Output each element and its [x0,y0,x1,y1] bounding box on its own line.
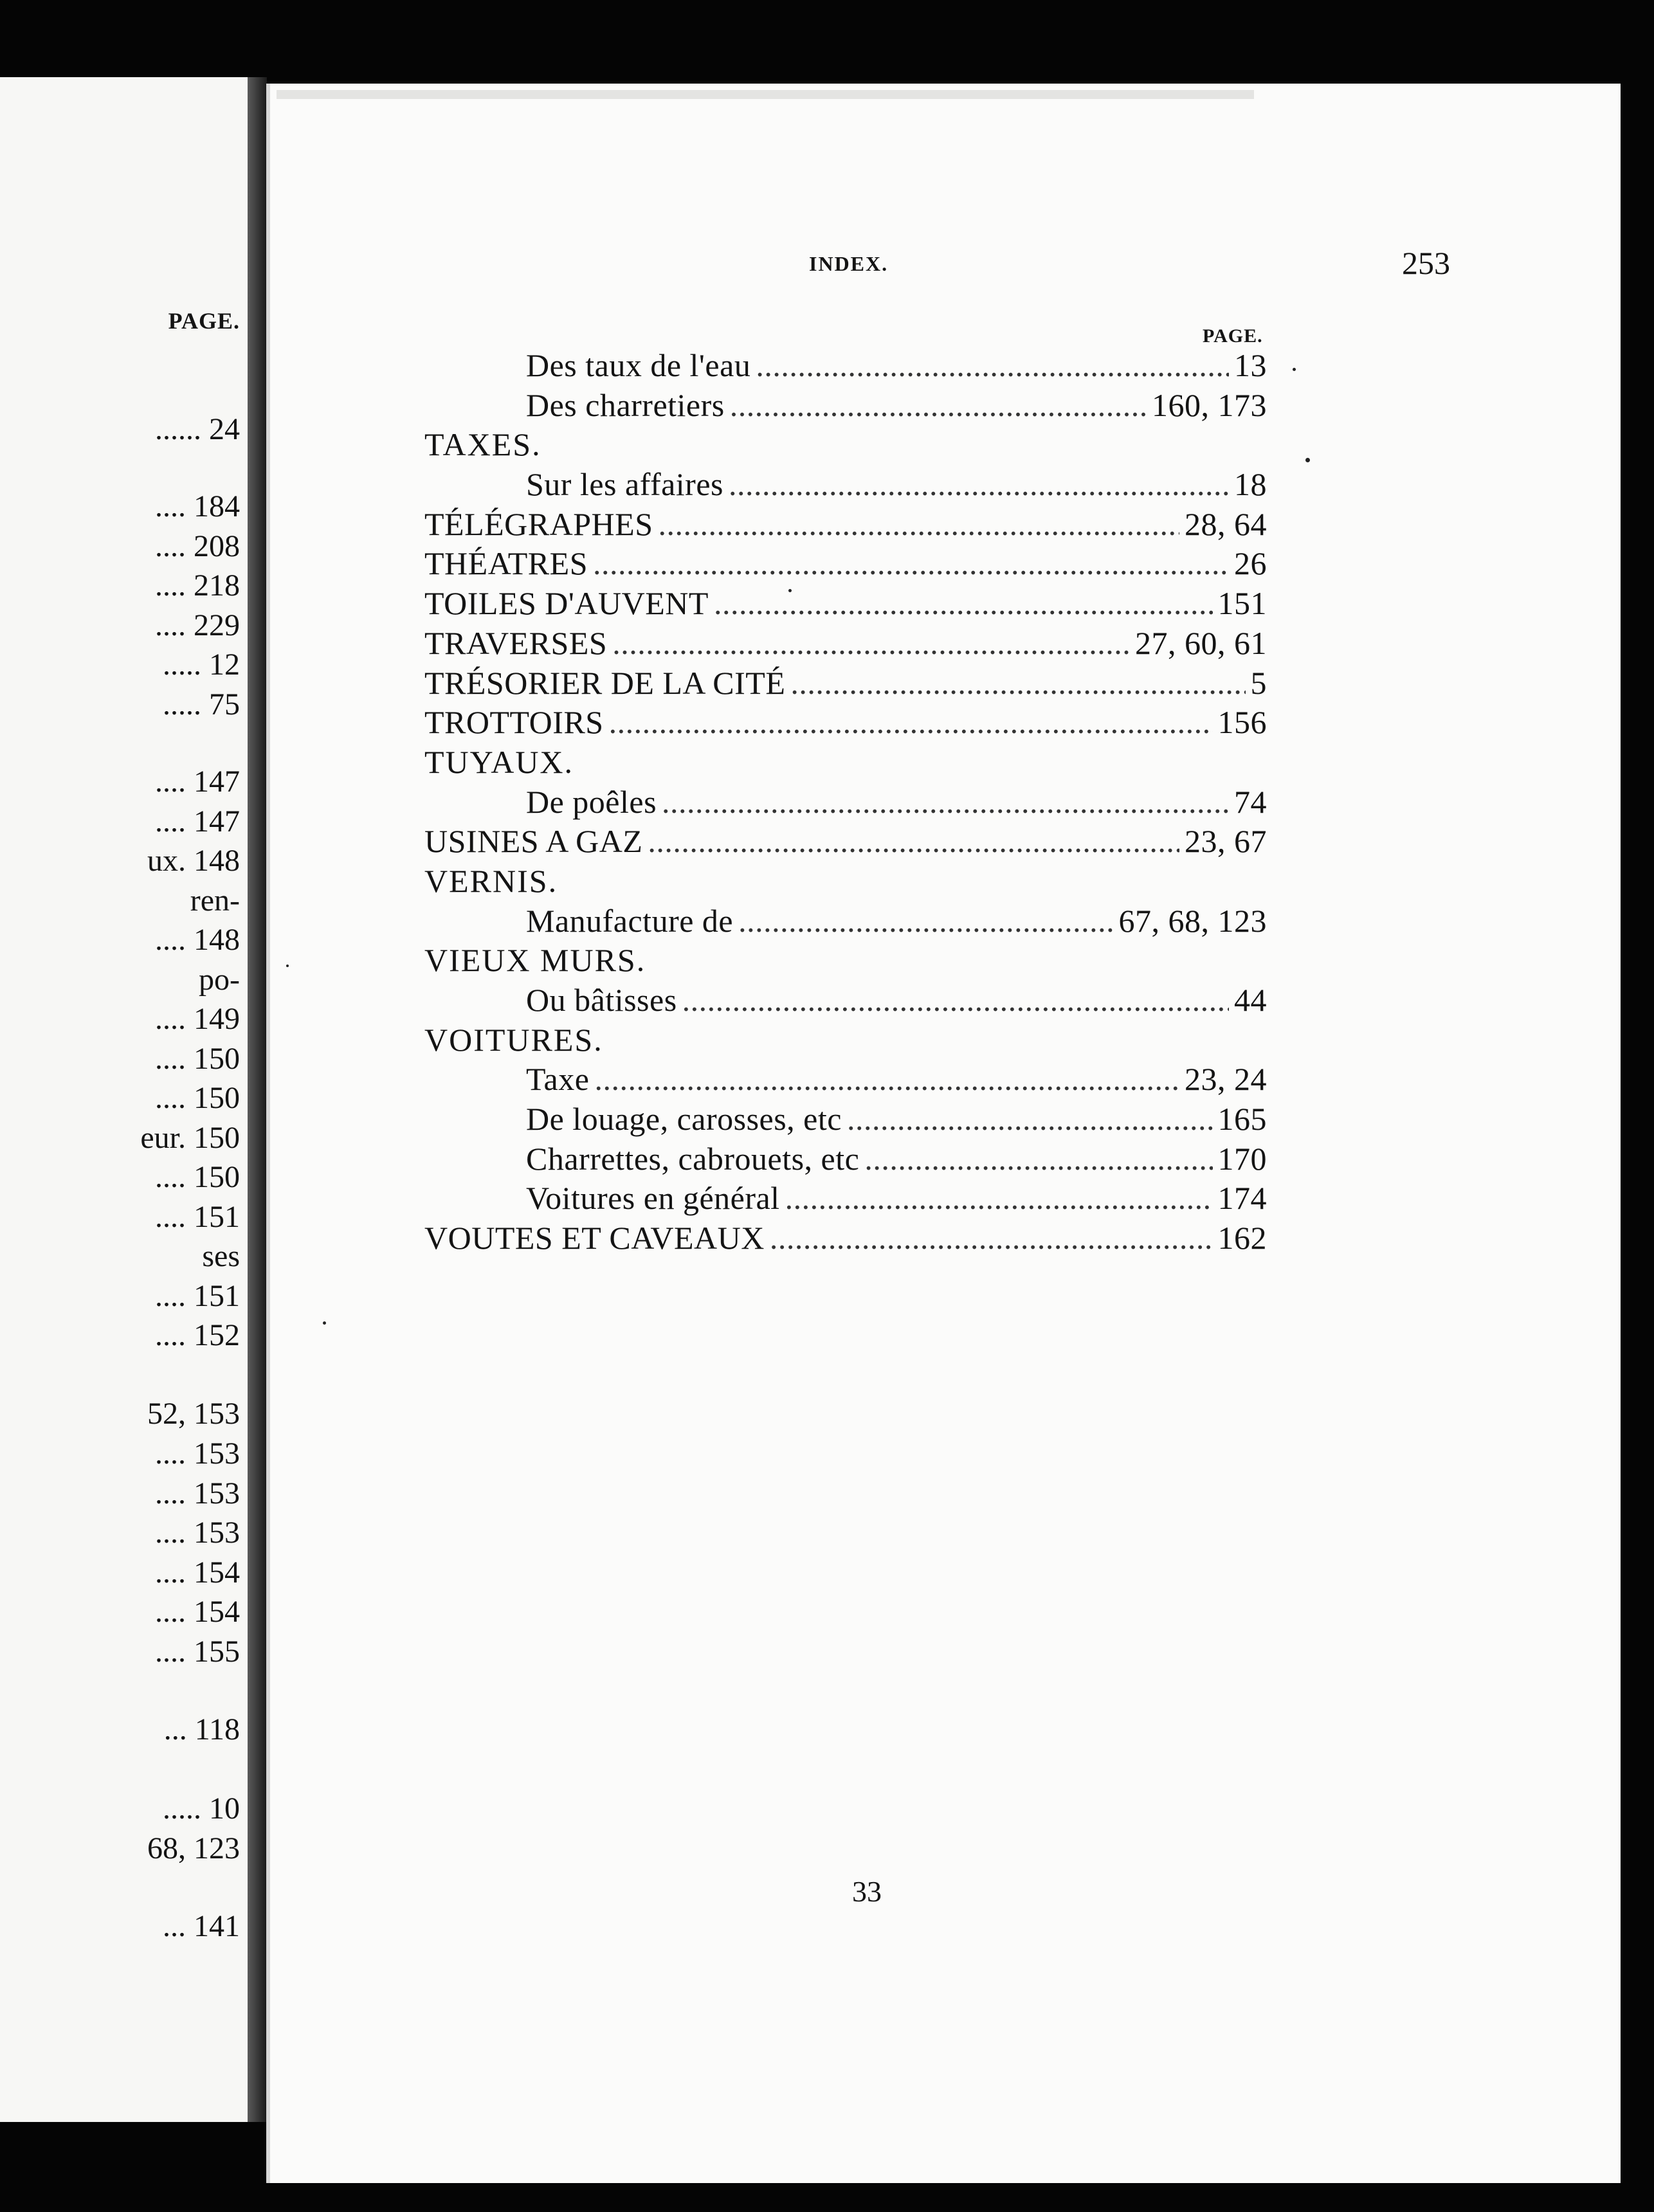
left-page-row: 68, 123 [147,1831,240,1865]
index-subentry [424,1060,1267,1100]
index-entry [424,584,1267,624]
dot-leader [612,624,1130,664]
left-page-row: .... 153 [155,1476,240,1510]
entry-term: Des charretiers [526,386,725,423]
index-entry [424,1219,1267,1258]
index-list [424,346,1267,1258]
index-entry [424,862,1267,902]
left-page-row: .... 218 [155,568,240,603]
index-subentry [424,346,1267,386]
entry-term: De louage, carosses, etc [526,1101,842,1138]
entry-term: TRAVERSES [424,624,608,661]
left-page-row: po- [199,963,240,997]
entry-term: TÉLÉGRAPHES [424,505,653,542]
left-page-row: .... 150 [155,1160,240,1194]
entry-pages: 44 [1234,982,1267,1018]
index-entry [424,544,1267,584]
dot-leader [594,1060,1179,1100]
entry-term: TROTTOIRS [424,704,604,741]
dot-leader [864,1139,1212,1179]
dot-leader [659,505,1180,545]
entry-term: Taxe [526,1061,590,1098]
dot-leader [730,386,1147,426]
dot-leader [790,664,1245,703]
dot-leader [847,1100,1213,1139]
book-gutter [248,77,267,2122]
entry-term: USINES A GAZ [424,823,643,860]
page-number: 253 [1402,245,1450,281]
entry-pages: 160, 173 [1152,386,1267,423]
left-page-row: .... 152 [155,1318,240,1352]
entry-pages: 27, 60, 61 [1135,624,1267,661]
scan-speck [1305,458,1310,462]
index-entry [424,1020,1267,1060]
left-page-row: ux. 148 [147,844,240,878]
entry-term: TRÉSORIER DE LA CITÉ [424,664,786,701]
entry-pages: 74 [1234,783,1267,820]
left-page-row: ... 141 [163,1909,240,1943]
left-page-row: .... 148 [155,923,240,957]
page-column-label: PAGE. [1203,325,1263,347]
left-page-row: .... 151 [155,1200,240,1234]
entry-pages: 23, 24 [1185,1061,1267,1098]
entry-term: TAXES. [424,426,541,463]
index-entry [424,624,1267,664]
dot-leader [648,822,1179,862]
left-page-row: eur. 150 [140,1121,240,1155]
entry-pages: 13 [1234,347,1267,383]
signature-mark: 33 [852,1875,882,1908]
entry-term: VOITURES. [424,1021,603,1058]
entry-pages: 28, 64 [1185,505,1267,542]
entry-pages: 151 [1217,585,1267,622]
left-page-row: .... 229 [155,608,240,642]
entry-pages: 162 [1217,1220,1267,1256]
entry-pages: 165 [1217,1101,1267,1138]
entry-pages: 67, 68, 123 [1118,902,1267,939]
scan-speck [788,589,792,592]
dot-leader [785,1179,1213,1219]
left-page-row: .... 184 [155,489,240,523]
left-page-row: .... 149 [155,1002,240,1036]
index-entry [424,425,1267,465]
left-page-row: .... 147 [155,765,240,799]
entry-term: Manufacture de [526,902,734,939]
left-page-row: ..... 75 [163,687,240,721]
index-subentry [424,1139,1267,1179]
dot-leader [682,981,1229,1020]
entry-pages: 26 [1234,545,1267,582]
left-page-row: .... 150 [155,1042,240,1076]
page-top-edge [277,90,1254,99]
left-page-row: ren- [190,884,240,918]
index-subentry [424,386,1267,426]
dot-leader [593,544,1229,584]
index-subentry [424,1179,1267,1219]
entry-term: Ou bâtisses [526,982,677,1018]
index-entry [424,743,1267,783]
entry-pages: 5 [1250,664,1267,701]
left-page-row: ... 118 [163,1712,240,1746]
entry-term: VOUTES ET CAVEAUX [424,1220,765,1256]
left-page-column-label: PAGE. [168,308,240,334]
entry-term: TUYAUX. [424,743,574,780]
entry-term: THÉATRES [424,545,588,582]
entry-term: Des taux de l'eau [526,347,751,383]
index-subentry [424,783,1267,822]
left-page-row: .... 208 [155,529,240,563]
left-page-row: .... 150 [155,1081,240,1115]
index-entry [424,505,1267,545]
left-page-row: ses [202,1239,240,1273]
index-subentry [424,465,1267,505]
entry-term: VERNIS. [424,862,558,899]
entry-pages: 18 [1234,466,1267,503]
left-page-row: .... 155 [155,1635,240,1669]
entry-pages: 170 [1217,1140,1267,1177]
entry-term: Sur les affaires [526,466,723,503]
index-entry [424,941,1267,981]
running-head: INDEX. [809,252,889,275]
entry-term: De poêles [526,783,657,820]
dot-leader [738,902,1113,941]
left-page-row: .... 153 [155,1437,240,1471]
left-page-row: .... 147 [155,804,240,839]
index-entry [424,822,1267,862]
index-subentry [424,981,1267,1020]
entry-term: TOILES D'AUVENT [424,585,709,622]
left-page-row: .... 154 [155,1555,240,1590]
scan-speck [286,965,289,967]
left-page-row: ...... 24 [155,412,240,446]
left-page-row: 52, 153 [147,1397,240,1431]
index-entry [424,703,1267,743]
dot-leader [756,346,1229,386]
dot-leader [729,465,1229,505]
left-page-row: .... 151 [155,1279,240,1313]
left-page-row: ..... 12 [163,648,240,682]
scan-speck [1293,368,1296,371]
scan-speck [323,1321,326,1325]
entry-pages: 174 [1217,1180,1267,1217]
left-page-row: .... 154 [155,1595,240,1629]
index-subentry [424,1100,1267,1139]
dot-leader [662,783,1229,822]
left-page-row: .... 153 [155,1516,240,1550]
left-page-row: ..... 10 [163,1791,240,1826]
entry-pages: 156 [1217,704,1267,741]
index-subentry [424,902,1267,941]
index-entry [424,664,1267,703]
entry-term: Voitures en général [526,1180,780,1217]
entry-term: VIEUX MURS. [424,942,646,979]
dot-leader [609,703,1213,743]
dot-leader [770,1219,1213,1258]
entry-term: Charrettes, cabrouets, etc [526,1140,860,1177]
entry-pages: 23, 67 [1185,823,1267,860]
left-facing-page [0,77,260,2122]
